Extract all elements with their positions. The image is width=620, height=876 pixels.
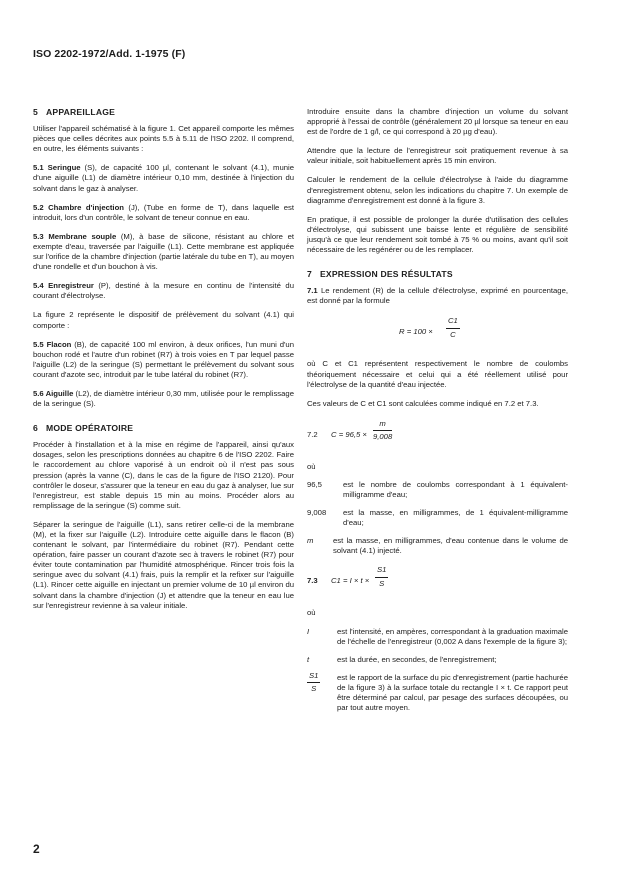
fraction-denominator: 9,008	[373, 431, 393, 441]
section-5-intro: Utiliser l'appareil schématisé à la figure 1. Cet appareil comporte les mêmes pièces que celles décrites aux points 5.5 à 5.11 de l'ISO 2202. Il comprend, en outre, les éléments suivants :	[33, 124, 294, 154]
formula-c	[307, 418, 568, 452]
item-5-6	[33, 389, 294, 409]
definition-fraction	[307, 671, 320, 694]
item-5-1	[33, 163, 294, 193]
definition-text: est la masse, en milligrammes, d'eau contenue dans le volume de solvant (4.1) injecté.	[333, 536, 568, 556]
item-label: 5.2 Chambre d'injection	[33, 202, 124, 212]
fraction-denominator: S	[379, 578, 385, 588]
section-number: 6	[33, 423, 38, 434]
item-5-2	[33, 203, 294, 223]
definition-text: est la durée, en secondes, de l'enregistrement;	[337, 654, 497, 664]
definition-i	[307, 627, 568, 647]
item-label: 5.1 Seringue	[33, 163, 81, 173]
formula-fraction	[373, 419, 392, 442]
fraction-denominator: S	[311, 683, 317, 693]
fraction-numerator: S1	[307, 671, 320, 683]
definition-96-5	[307, 480, 568, 500]
formula-lhs: R = 100 ×	[399, 327, 433, 337]
paragraph-inject-volume: Introduire ensuite dans la chambre d'injection un volume du solvant approprié à l'essai de contrôle (généralement 20 µl lorsque sa teneur en eau est de l'ordre de 1 g/l, ce qui correspond à 20 µg d'eau).	[307, 107, 568, 137]
section-6-paragraph-2: Séparer la seringue de l'aiguille (L1), sans retirer celle-ci de la membrane (M), et la fixer sur l'aiguille (L2). Introduire cette aiguille dans le flacon (B) contenant le solvant, par l'intermédiaire du robinet (R7). Pendant cette opération, faire passer un courant d'azote sec à travers le robinet (R7) pour éviter toute contamination par l'humidité atmosphérique. Rincer trois fois la seringue avec du solvant (4.1) frais, puis la remplir et la refixer sur l'aiguille (L1). Rincer cette aiguille en injectant un premier volume de 10 µl environ du solvant dans la chambre d'injection (J) et attendre que la teneur en eau lue sur l'enregistreur revienne à sa valeur initiale.	[33, 519, 294, 610]
item-label: 5.5 Flacon	[33, 339, 72, 349]
item-label: 7.1	[307, 286, 318, 296]
formula-efficiency	[307, 315, 568, 349]
where-label: où	[307, 461, 316, 471]
formula-number: 7.2	[307, 429, 318, 439]
section-title: EXPRESSION DES RÉSULTATS	[319, 269, 453, 280]
item-text: (S), de capacité 100 µl, contenant le solvant (4.1), munie d'une aiguille (L1) de diamètre intérieur 0,10 mm, destinée à l'injection du solvant dans le gaz à analyser.	[33, 163, 294, 193]
item-5-3	[33, 232, 294, 272]
page-number: 2	[33, 842, 40, 856]
left-column	[33, 107, 294, 620]
section-number: 5	[33, 107, 38, 117]
definition-text: est la masse, en milligrammes, de 1 équivalent-milligramme d'eau;	[343, 508, 568, 528]
definition-symbol: t	[307, 654, 310, 664]
fraction-numerator: C1	[446, 316, 460, 328]
formula-number: 7.3	[307, 576, 318, 586]
definition-text: est le nombre de coulombs correspondant à 1 équivalent-milligramme d'eau;	[343, 479, 568, 499]
definition-symbol: 96,5	[307, 479, 322, 489]
section-title: APPAREILLAGE	[45, 107, 116, 117]
fraction-numerator: m	[373, 419, 392, 431]
item-text: Le rendement (R) de la cellule d'électrolyse, exprimé en pourcentage, est donné par la formule	[307, 286, 568, 306]
definition-ratio	[307, 670, 568, 713]
definition-symbol: I	[307, 626, 310, 636]
item-text: (B), de capacité 100 ml environ, à deux orifices, l'un muni d'un bouchon rodé et l'autre d'un robinet (R7) à trois voies en T par lequel passe l'aiguille (L2) de la seringue (S) permettant le prélèvement du solvant sous courant d'azote sec, introduit par le tube latéral du robinet (R7).	[33, 339, 294, 379]
definition-t	[307, 655, 568, 665]
section-6-heading	[33, 423, 294, 433]
formula-fraction	[375, 565, 388, 588]
section-title: MODE OPÉRATOIRE	[45, 423, 134, 434]
definition-9-008	[307, 508, 568, 528]
paragraph-practice: En pratique, il est possible de prolonger la durée d'utilisation des cellules d'électrolyse, qui subissent une baisse lente et régulière de sensibilité jusqu'à ce que leur rendement soit tombé à 75 % ou moins, avant qu'il soit nécessaire de les regénérer ou de les remplacer.	[307, 214, 568, 255]
definition-symbol: m	[307, 536, 314, 546]
definition-m	[307, 536, 568, 556]
paragraph-wait: Attendre que la lecture de l'enregistreur soit pratiquement revenue à sa valeur initiale, soit habituellement après 15 min environ.	[307, 146, 568, 166]
section-number: 7	[307, 269, 312, 280]
formula-c1	[307, 564, 568, 598]
fraction-numerator: S1	[375, 565, 388, 577]
item-label: 5.3 Membrane souple	[33, 231, 117, 241]
right-column	[307, 107, 568, 721]
values-note: Ces valeurs de C et C1 sont calculées comme indiqué en 7.2 et 7.3.	[307, 398, 539, 408]
section-5-heading	[33, 107, 294, 117]
formula-fraction	[446, 316, 460, 339]
fraction-denominator: C	[450, 329, 456, 339]
formula-lhs: C = 96,5 ×	[331, 429, 367, 439]
item-5-4-note: La figure 2 représente le dispositif de prélèvement du solvant (4.1) qui comporte :	[33, 310, 294, 330]
item-7-1	[307, 286, 568, 306]
formula-lhs: C1 = I × t ×	[331, 576, 370, 586]
item-text: (P), destiné à la mesure en continu de l'intensité du courant d'électrolyse.	[33, 281, 294, 301]
definition-c-c1: où C et C1 représentent respectivement le nombre de coulombs théoriquement nécessaire et celui qui a été réellement utilisé pour l'électrolyse de la quantité d'eau injectée.	[307, 359, 568, 389]
item-label: 5.4 Enregistreur	[33, 281, 94, 291]
where-label: où	[307, 608, 316, 618]
item-5-5	[33, 340, 294, 380]
page-header: ISO 2202-1972/Add. 1-1975 (F)	[33, 48, 186, 60]
item-5-4	[33, 281, 294, 301]
item-text: (M), à base de silicone, résistant au chlore et exempte d'eau, traversée par l'aiguille (L1). Cette membrane est appliquée sur l'orifice de la chambre d'injection (partie latérale du tube en T), au moyen d'une rondelle et d'un bouchon à vis.	[33, 231, 294, 272]
definition-text: est le rapport de la surface du pic d'enregistrement (partie hachurée de la figure 3) à la surface totale du rectangle I × t. Ce rapport peut être déterminé par calcul, par pesage des surfaces découpées, ou par tout autre moyen.	[337, 672, 568, 713]
item-text: (L2), de diamètre intérieur 0,30 mm, utilisée pour le remplissage de la seringue (S).	[33, 388, 294, 409]
item-label: 5.6 Aiguille	[33, 388, 74, 398]
paragraph-calculate: Calculer le rendement de la cellule d'électrolyse à l'aide du diagramme d'enregistrement obtenu, selon les indications du chapitre 7. Un exemple de diagramme d'enregistrement est donné à la figure 3.	[307, 175, 568, 205]
section-6-paragraph-1: Procéder à l'installation et à la mise en régime de l'appareil, ainsi qu'aux dosages, selon les prescriptions données au chapitre 6 de l'ISO 2202. Faire le raccordement au chlore vaporisé à un endroit où il n'est pas sous pression (après la vanne (C), dans le cas de la figure de l'ISO 2120). Pour contrôler le doseur, s'assurer que la teneur en eau du gaz à analyser, lue sur l'enregistreur, est stable depuis 15 min au moins. Procéder alors au remplissage de la seringue (S) comme suit.	[33, 440, 294, 510]
section-7-heading	[307, 269, 568, 279]
definition-text: est l'intensité, en ampères, correspondant à la graduation maximale de l'échelle de l'enregistreur (0,002 A dans l'exemple de la figure 3);	[337, 626, 568, 646]
definition-symbol: 9,008	[307, 508, 327, 518]
item-text: (J), (Tube en forme de T), dans laquelle est introduit, lors d'un contrôle, le solvant de teneur connue en eau.	[33, 202, 294, 222]
